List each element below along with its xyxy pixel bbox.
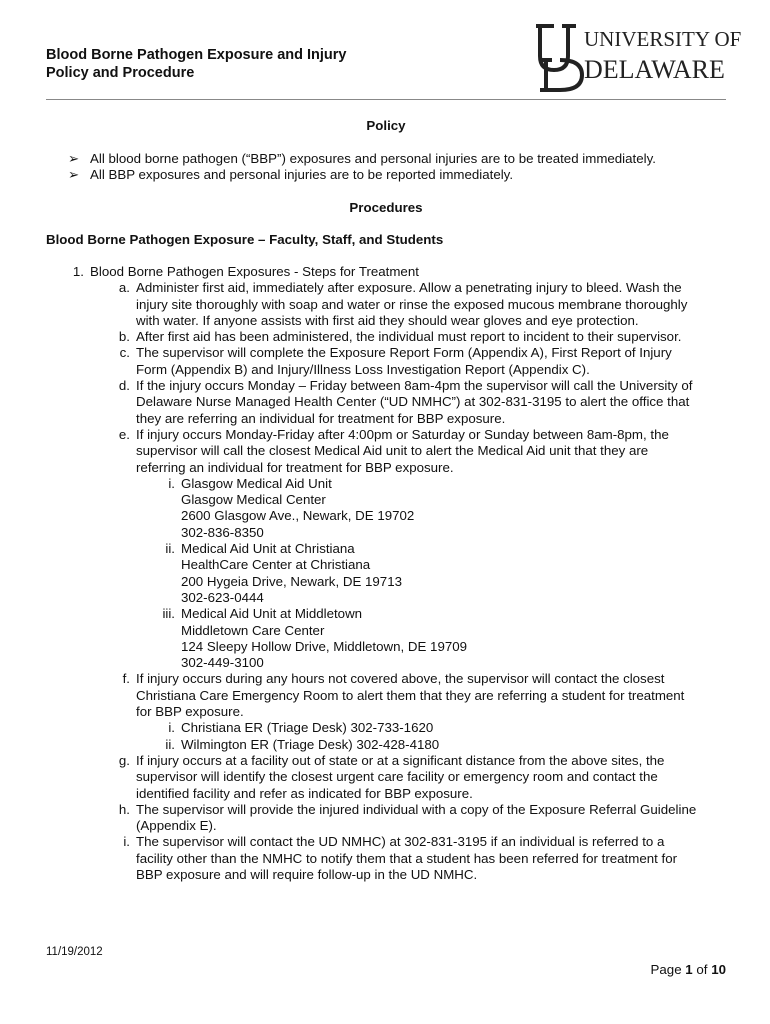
procedures-subheading: Blood Borne Pathogen Exposure – Faculty, Staff, and Students [46, 232, 444, 247]
procedure-item-1 [46, 264, 736, 280]
list-marker: iii. [162, 606, 175, 622]
step-line: supervisor will identify the closest urgent care facility or emergency room and contact the [136, 769, 658, 785]
page-current: 1 [685, 962, 693, 977]
step-b [46, 329, 736, 345]
step-e [46, 427, 736, 476]
step-d [46, 378, 736, 427]
medical-aid-unit-glasgow [46, 476, 736, 541]
step-a [46, 280, 736, 329]
logo-text-delaware: DELAWARE [584, 55, 725, 84]
policy-bullet-text: All blood borne pathogen (“BBP”) exposures and personal injuries are to be treated immediately. [90, 151, 656, 166]
policy-heading: Policy [366, 118, 406, 133]
list-marker: b. [118, 329, 130, 345]
unit-facility: HealthCare Center at Christiana [181, 557, 371, 573]
medical-aid-unit-christiana [46, 541, 736, 606]
step-line: If injury occurs Monday-Friday after 4:00pm or Saturday or Sunday between 8am-8pm, the [136, 426, 669, 442]
step-line: The supervisor will provide the injured individual with a copy of the Exposure Referral Guideline [136, 801, 697, 817]
step-line: After first aid has been administered, the individual must report to incident to their supervisor. [136, 329, 682, 345]
step-line: The supervisor will complete the Exposure Report Form (Appendix A), First Report of Injury [136, 345, 672, 361]
list-marker: i. [168, 475, 175, 491]
unit-address: 124 Sleepy Hollow Drive, Middletown, DE 19709 [181, 638, 468, 654]
policy-bullet-text: All BBP exposures and personal injuries are to be reported immediately. [90, 167, 514, 182]
step-line: facility other than the NMHC to notify them that a student has been referred for treatment for [136, 850, 678, 866]
list-marker: a. [118, 280, 130, 296]
emergency-room-christiana [46, 720, 736, 736]
document-title [46, 46, 347, 82]
step-line: If injury occurs at a facility out of state or at a significant distance from the above sites, the [136, 752, 665, 768]
unit-facility: Middletown Care Center [181, 622, 325, 638]
step-line: Christiana Care Emergency Room to alert them that they are referring a student for treatment [136, 687, 685, 703]
header-divider [46, 99, 726, 100]
step-h [46, 802, 736, 835]
unit-address: 2600 Glasgow Ave., Newark, DE 19702 [181, 508, 415, 524]
list-marker: i. [168, 720, 175, 736]
step-line: with water. If anyone assists with first aid they should wear gloves and eye protection. [136, 312, 639, 328]
page-prefix: Page [650, 962, 682, 977]
procedures-heading: Procedures [349, 200, 423, 215]
step-line: supervisor will call the closest Medical Aid unit to alert the Medical Aid unit that they are [136, 443, 649, 459]
arrow-bullet-icon: ➢ [68, 167, 80, 182]
medical-aid-unit-middletown [46, 606, 736, 671]
university-logo [532, 22, 742, 94]
step-line: The supervisor will contact the UD NMHC) at 302-831-3195 if an individual is referred to a [136, 834, 665, 850]
step-line: (Appendix E). [136, 818, 217, 834]
er-entry: Wilmington ER (Triage Desk) 302-428-4180 [181, 736, 440, 752]
er-entry: Christiana ER (Triage Desk) 302-733-1620 [181, 720, 434, 736]
step-i [46, 834, 736, 883]
step-c [46, 345, 736, 378]
step-line: identified facility and refer as indicated for BBP exposure. [136, 785, 473, 801]
page-number [651, 962, 726, 977]
step-line: If the injury occurs Monday – Friday between 8am-4pm the supervisor will call the University of [136, 378, 693, 394]
step-line: injury site thoroughly with soap and water or rinse the exposed mucous membrane thoroughly [136, 296, 688, 312]
list-marker: ii. [165, 736, 175, 752]
step-line: Delaware Nurse Managed Health Center (“UD NMHC”) at 302-831-3195 to alert the office that [136, 394, 690, 410]
unit-phone: 302-449-3100 [181, 655, 264, 671]
list-marker: c. [119, 345, 130, 361]
step-line: Administer first aid, immediately after exposure. Allow a penetrating injury to bleed. Wash the [136, 280, 682, 296]
logo-d-mark [540, 60, 582, 90]
list-marker: g. [118, 752, 130, 768]
list-marker: f. [122, 671, 130, 687]
unit-phone: 302-623-0444 [181, 589, 264, 605]
unit-name: Medical Aid Unit at Christiana [181, 541, 355, 557]
step-line: BBP exposure and will require follow-up in the UD NMHC. [136, 866, 478, 882]
step-line: referring an individual for treatment for BBP exposure. [136, 459, 454, 475]
procedure-list [46, 264, 736, 883]
logo-text-university: UNIVERSITY OF [584, 27, 742, 51]
unit-name: Glasgow Medical Aid Unit [181, 475, 332, 491]
footer-date: 11/19/2012 [46, 946, 103, 958]
list-marker: d. [118, 378, 130, 394]
page-of: of [696, 962, 708, 977]
page-total: 10 [711, 962, 726, 977]
step-line: for BBP exposure. [136, 704, 244, 720]
unit-phone: 302-836-8350 [181, 524, 264, 540]
list-marker: i. [123, 834, 130, 850]
step-g [46, 753, 736, 802]
policy-bullet-2 [68, 167, 513, 183]
title-line-2: Policy and Procedure [46, 65, 195, 81]
unit-address: 200 Hygeia Drive, Newark, DE 19713 [181, 573, 402, 589]
list-marker: h. [118, 801, 130, 817]
logo-u-mark [536, 26, 576, 70]
item-title: Blood Borne Pathogen Exposures - Steps for Treatment [90, 264, 419, 279]
step-line: they are referring an individual for treatment for BBP exposure. [136, 410, 506, 426]
policy-bullet-1 [68, 151, 656, 167]
step-f [46, 671, 736, 720]
list-marker: 1. [72, 264, 84, 279]
step-line: Form (Appendix B) and Injury/Illness Loss Investigation Report (Appendix C). [136, 361, 590, 377]
step-line: If injury occurs during any hours not covered above, the supervisor will contact the closest [136, 671, 665, 687]
list-marker: ii. [165, 541, 175, 557]
title-line-1: Blood Borne Pathogen Exposure and Injury [46, 47, 347, 63]
arrow-bullet-icon: ➢ [68, 151, 80, 166]
unit-name: Medical Aid Unit at Middletown [181, 606, 363, 622]
list-marker: e. [118, 426, 130, 442]
unit-facility: Glasgow Medical Center [181, 492, 326, 508]
emergency-room-wilmington [46, 737, 736, 753]
